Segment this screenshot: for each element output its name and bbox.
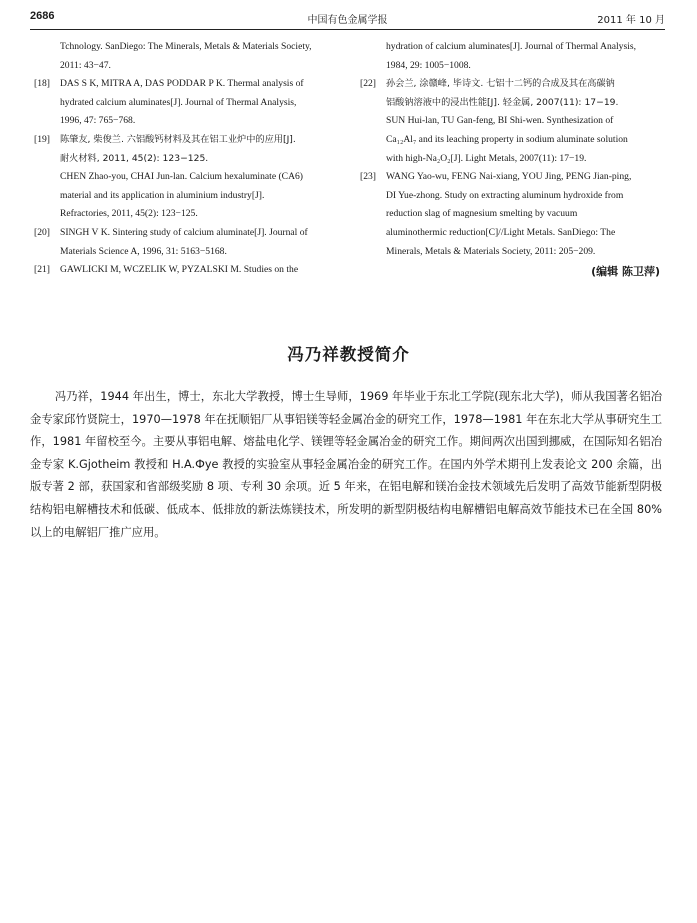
reference-line: SUN Hui-lan, TU Gan-feng, BI Shi-wen. Synthesization of [386, 115, 614, 127]
reference-line: WANG Yao-wu, FENG Nai-xiang, YOU Jing, PENG Jian-ping, [386, 171, 632, 183]
reference-number: [23] [360, 171, 376, 183]
reference-line: 耐火材料, 2011, 45(2): 123−125. [60, 152, 209, 164]
references-left-column [34, 38, 334, 280]
reference-item [34, 75, 334, 131]
reference-number: [20] [34, 226, 50, 238]
bio-paragraph: 冯乃祥，1944 年出生，博士，东北大学教授，博士生导师，1969 年毕业于东北工学院(现东北大学)，师从我国著名铝冶金专家邱竹贤院士，1970—1978 年在抚顺铝厂从事铝镁等轻金属冶金的研究工作，1978—1981 年在东北大学从事研究生工作，1981 年留校至今。主要从事铝电解、熔盐电化学、镁锂等轻金属冶金的研究工作。期间两次出国到挪威，在国际知名铝冶金专家 K.Gjotheim 教授和 H.A.Фye 教授的实验室从事轻金属冶金的研究工作。在国内外学术期刊上发表论文 200 余篇，出版专著 2 部，获国家和省部级奖励 8 项、专利 30 余项。近 5 年来，在铝电解和镁冶金技术领域先后发明了高效节能新型阴极结构铝电解槽技术和低碳、低成本、低排放的新法炼镁技术，所发明的新型阴极结构电解槽铝电解高效节能技术已在全国 80%以上的电解铝厂推广应用。 [30, 390, 662, 539]
page-number: 2686 [30, 10, 55, 22]
reference-item [34, 131, 334, 224]
reference-line: Refractories, 2011, 45(2): 123−125. [60, 208, 198, 220]
reference-item [360, 75, 660, 168]
reference-line: with high-Na₂O₂[J]. Light Metals, 2007(11): 17−19. [386, 152, 587, 164]
reference-item [360, 38, 660, 75]
reference-line: 孙会兰, 涂赣峰, 毕诗文. 七铝十二钙的合成及其在高碳钠 [386, 78, 615, 90]
reference-line: CHEN Zhao-you, CHAI Jun-lan. Calcium hexaluminate (CA6) [60, 171, 303, 183]
reference-item [34, 224, 334, 261]
reference-line: 1996, 47: 765−768. [60, 115, 136, 127]
reference-number: [19] [34, 133, 50, 145]
reference-line: DAS S K, MITRA A, DAS PODDAR P K. Thermal analysis of [60, 78, 304, 90]
reference-line: Tchnology. SanDiego: The Minerals, Metals & Materials Society, [60, 41, 312, 52]
reference-number: [21] [34, 264, 50, 276]
reference-line: hydration of calcium aluminates[J]. Journal of Thermal Analysis, [386, 41, 636, 52]
reference-item [34, 38, 334, 75]
journal-name: 中国有色金属学报 [307, 15, 388, 26]
reference-item [34, 261, 334, 280]
reference-line: 陈肇友, 柴俊兰. 六铝酸钙材料及其在铝工业炉中的应用[J]. [60, 133, 296, 145]
page-header [30, 10, 665, 28]
reference-item [360, 168, 660, 261]
reference-line: DI Yue-zhong. Study on extracting aluminum hydroxide from [386, 189, 624, 201]
header-rule [30, 29, 665, 30]
reference-number: [22] [360, 78, 376, 90]
reference-line: reduction slag of magnesium smelting by vacuum [386, 208, 578, 220]
bio-body [30, 386, 662, 544]
reference-line: 1984, 29: 1005−1008. [386, 59, 471, 71]
reference-line: GAWLICKI M, WCZELIK W, PYZALSKI M. Studies on the [60, 264, 299, 276]
reference-line: Materials Science A, 1996, 31: 5163−5168. [60, 245, 227, 257]
reference-line: material and its application in aluminium industry[J]. [60, 189, 265, 201]
issue-date: 2011 年 10 月 [597, 15, 665, 26]
reference-line: Minerals, Metals & Materials Society, 2011: 205−209. [386, 245, 596, 257]
reference-line: aluminothermic reduction[C]//Light Metals. SanDiego: The [386, 226, 616, 238]
reference-line: hydrated calcium aluminates[J]. Journal of Thermal Analysis, [60, 96, 297, 108]
references-right-column [360, 38, 660, 282]
reference-number: [18] [34, 78, 50, 90]
reference-line: 2011: 43−47. [60, 59, 111, 71]
reference-line: 铝酸钠溶液中的浸出性能[J]. 轻金属, 2007(11): 17−19. [386, 96, 619, 108]
editor-credit: (编辑 陈卫萍) [591, 265, 660, 279]
reference-line: Ca₁₂Al₇ and its leaching property in sodium aluminate solution [386, 133, 628, 145]
reference-line: SINGH V K. Sintering study of calcium aluminate[J]. Journal of [60, 226, 308, 238]
bio-title: 冯乃祥教授简介 [287, 345, 410, 364]
